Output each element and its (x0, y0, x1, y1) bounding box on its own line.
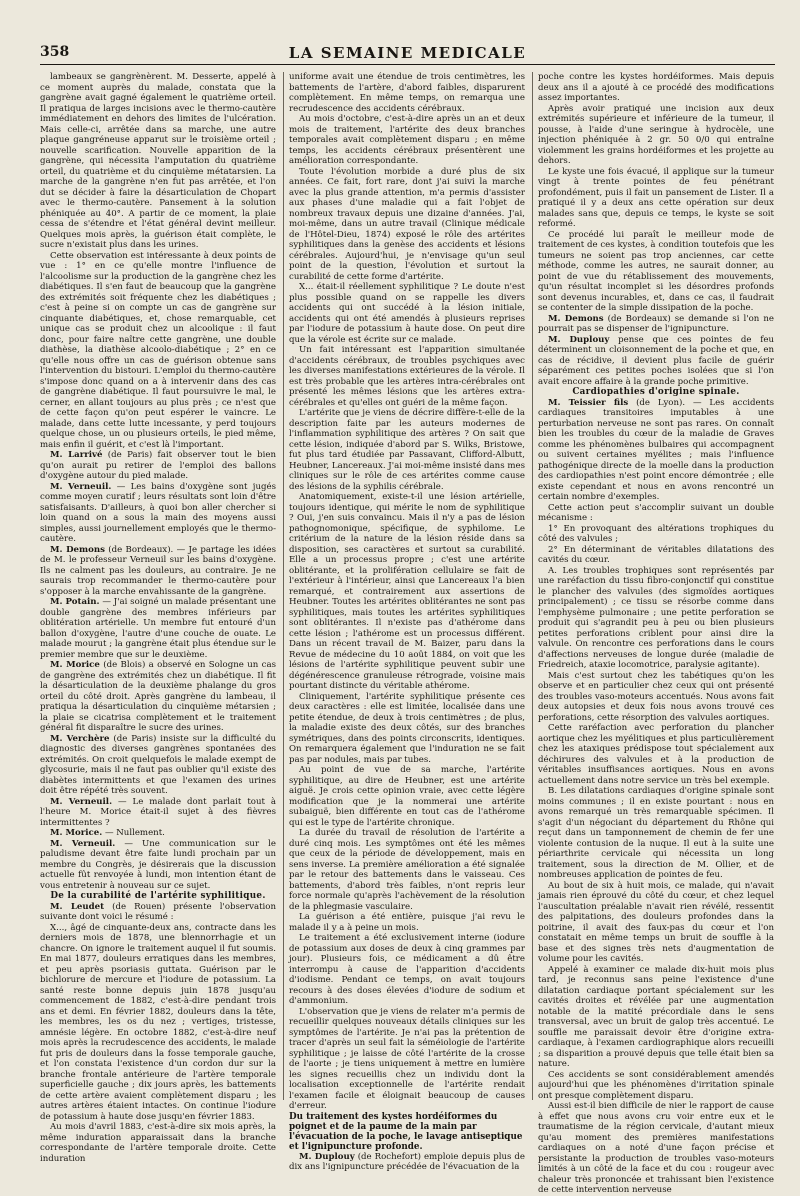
paragraph (289, 408, 525, 492)
speaker-name: M. Demons (548, 313, 604, 324)
paragraph (538, 335, 774, 388)
paragraph (289, 692, 525, 766)
paragraph (289, 1152, 525, 1173)
column-left (40, 72, 277, 1164)
paragraph-text: (de Bordeaux). — Je partage les idées de M. le professeur Verneuil sur les bains d'oxygène. Ils ne calment pas les douleurs, au contraire. Je ne saurais trop recommander le thermo-cautère pour s'opposer à la marche envahissante de la gangrène. (40, 544, 276, 597)
paragraph-text: Appelé à examiner ce malade dix-huit mois plus tard, je reconnus sans peine l'existence d'une dilatation cardiaque portant spécialement sur les cavités droites et révélée par une augmentation notable de la matité précordiale dans le sens transversal, avec un bruit de galop très accentué. Le souffle me paraissait devoir être d'origine extra-cardiaque, à l'examen cardiographique alors recueilli ; sa disparition a prouvé depuis que telle était bien sa nature. (538, 964, 774, 1069)
paragraph (289, 167, 525, 283)
paragraph (40, 251, 276, 451)
paragraph (538, 786, 774, 881)
paragraph-text: — Nullement. (102, 828, 165, 838)
paragraph (40, 545, 276, 598)
paragraph (289, 114, 525, 167)
speaker-name: M. Verchère (50, 733, 110, 744)
paragraph (40, 482, 276, 545)
paragraph (40, 902, 276, 923)
section-heading (538, 387, 774, 398)
paragraph (538, 503, 774, 524)
paragraph (538, 314, 774, 335)
paragraph (538, 723, 774, 786)
paragraph-text: — Le malade dont parlait tout à l'heure M. Morice était-il sujet à des fièvres intermittentes ? (40, 796, 277, 828)
page-header (40, 42, 775, 65)
paragraph-text: X..., âgé de cinquante-deux ans, contracte dans les derniers mois de 1878, une blennorrhagie et un chancre. On ignore le traitement auquel il fut soumis. En mai 1877, douleurs erratiques dans les membres, et peu après psoriasis guttata. Guérison par le bichlorure de mercure et l'iodure de potassium. La santé reste bonne depuis juin 1878 jusqu'au commencement de 1882, c'est-à-dire pendant trois ans et demi. En février 1882, douleurs dans la tête, les membres, les os du nez ; vertiges, tristesse, amnésie légère. En octobre 1882, c'est-à-dire neuf mois après la recrudescence des accidents, le malade fut pris de douleurs dans la fosse temporale gauche, et l'on constata l'existence d'un cordon dur sur la branche frontale antérieure de l'artère temporale superficielle gauche ; dix jours après, les battements de cette artère avaient complètement disparu ; les autres artères étaient intactes. On continue l'iodure de potassium à haute dose jusqu'en février 1883. (40, 922, 276, 1122)
paragraph-text: Cette observation est intéressante à deux points de vue : 1° en ce qu'elle montre l'influence de l'alcoolisme sur la production de la gangrène chez les diabétiques. Il s'en faut de beaucoup que la gangrène des extrémités soit fréquente chez les diabétiques ; c'est à peine si on compte un cas de gangrène sur cinquante diabétiques, et, chose remarquable, cet unique cas se produit chez un alcoolique : il faut donc, pour faire naître cette gangrène, une double diathèse, la diathèse alcoolo-diabétique ; 2° en ce qu'elle nous offre un cas de guérison obtenue sans l'intervention du bistouri. L'emploi du thermo-cautère s'impose donc quand on a à intervenir dans des cas de gangrène diabétique. Il faut poursuivre le mal, le cerner, en allant toujours au plus près ; ce n'est que de cette façon qu'on peut espérer le vaincre. Le malade, dans cette lutte incessante, y perd toujours quelque chose, un ou plusieurs orteils, le pied même, mais enfin il guérit, et c'est là l'important. (40, 250, 276, 450)
speaker-name: M. Duplouy (548, 334, 610, 345)
article-columns (40, 72, 775, 1195)
paragraph-text: L'observation que je viens de relater m'a permis de recueillir quelques nouveaux détails cliniques sur les symptômes de l'artérite. Je n'ai pas la prétention de tracer d'après un seul fait la séméiologie de l'artérite syphilitique ; je laisse de côté l'artérite de la crosse de l'aorte ; je tiens uniquement à mettre en lumière les signes recueillis chez un individu dont la localisation exceptionnelle de l'artérite rendait l'examen facile et éloignait beaucoup de causes d'erreur. (289, 1006, 525, 1111)
paragraph (40, 660, 276, 734)
speaker-name: M. Duplouy (299, 1151, 355, 1162)
speaker-name: M. Demons (50, 544, 105, 555)
paragraph (289, 933, 525, 1007)
paragraph-text: La durée du travail de résolution de l'artérite a duré cinq mois. Les symptômes ont été les mêmes que ceux de la période de développement, mais en sens inverse. La première amélioration a été signalée par le retour des battements dans le vaisseau. Ces battements, d'abord très faibles, n'ont repris leur force normale qu'après l'achèvement de la résolution de la phlegmasie vasculaire. (289, 828, 525, 912)
speaker-name: M. Verneuil. (50, 838, 116, 849)
speaker-name: M. Verneuil. (50, 481, 112, 492)
paragraph (40, 597, 276, 660)
paragraph-text: Anatomiquement, existe-t-il une lésion artérielle, toujours identique, qui mérite le nom de syphilitique ? Oui, j'en suis convaincu. Mais il n'y a pas de lésion pathognomonique, spécifique, de syphilome. Le critérium de la nature de la lésion réside dans sa disposition, ses caractères et surtout sa curabilité. Elle a un processus propre ; c'est une artérite oblitérante, et la prolifération cellulaire se fait de l'extérieur à l'intérieur, ainsi que Lancereaux l'a bien remarqué, et contrairement aux assertions de Heubner. Toutes les artérites oblitérantes ne sont pas syphilitiques, mais toutes les artérites syphilitiques sont oblitérantes. Il n'existe pas d'athérome dans cette lésion ; l'athérome est un processus différent. Dans un récent travail de M. Baizer, paru dans la Revue de médecine du 10 août 1884, on voit que les lésions de l'artérite syphilitique peuvent subir une dégénérescence granuleuse rétrograde, voisine mais pourtant distincte du véritable athérome. (289, 492, 525, 691)
paragraph (40, 797, 276, 829)
paragraph-text: Après avoir pratiqué une incision aux deux extrémités supérieure et inférieure de la tumeur, il pousse, à l'aide d'une seringue à hydrocèle, une injection phéniquée à 2 gr. 50 0/0 qui entraîne violemment les grains hordéiformes et les projette au dehors. (538, 103, 774, 166)
paragraph (538, 524, 774, 545)
paragraph-text: Cardiopathies d'origine spinale. (572, 387, 740, 397)
paragraph-text: poche contre les kystes hordéiformes. Mais depuis deux ans il a ajouté à ce procédé des modifications assez importantes. (538, 72, 774, 103)
paragraph-text: uniforme avait une étendue de trois centimètres, les battements de l'artère, d'abord faibles, disparurent complètement. En même temps, on remarqua une recrudescence des accidents cérébraux. (289, 72, 525, 114)
paragraph-text: (de Paris) insiste sur la difficulté du diagnostic des diverses gangrènes spontanées des extrémités. On croit quelquefois le malade exempt de glycosurie, mais il ne faut pas oublier qu'il existe des diabètes intermittents et que l'examen des urines doit être répété très souvent. (40, 733, 276, 796)
paragraph (40, 923, 276, 1123)
paragraph (289, 765, 525, 828)
section-heading (289, 1112, 525, 1152)
column-right (538, 72, 774, 1195)
speaker-name: M. Morice. (50, 828, 103, 838)
paragraph (289, 1007, 525, 1112)
paragraph (40, 734, 276, 797)
paragraph (289, 72, 525, 114)
paragraph-text: Cette action peut s'accomplir suivant un double mécanisme : (538, 502, 774, 523)
paragraph-text: L'artérite que je viens de décrire diffère-t-elle de la description faite par les auteurs modernes de l'inflammation syphilitique des artères ? On sait que cette lésion, indiquée d'abord par S. Wilks, Bristowe, fut plus tard étudiée par Passavant, Clifford-Albutt, Heubner, Lancereaux. J'ai moi-même insisté dans mes cliniques sur le rôle de ces artérites comme cause des lésions de la syphilis cérébrale. (289, 408, 525, 492)
paragraph-text: lambeaux se gangrènèrent. M. Desserte, appelé à ce moment auprès du malade, constata que la gangrène avait gagné également le quatrième orteil. Il pratiqua de larges incisions avec le thermo-cautère immédiatement en dehors des limites de l'ulcération. Mais celle-ci, arrêtée dans sa marche, une autre plaque gangréneuse apparut sur le troisième orteil ; nouvelle scarification. Nouvelle apparition de la gangrène, qui nécessita l'amputation du quatrième orteil, du quatrième et du cinquième métatarsien. La marche de la gangrène n'en fut pas arrêtée, et l'on dut se décider à faire la désarticulation de Chopart avec le thermo-cautère. Pansement à la solution phéniquée au 40°. A partir de ce moment, la plaie cessa de s'étendre et l'état général devint meilleur. Quelques mois après, la guérison était complète, le sucre n'existait plus dans les urines. (40, 72, 276, 250)
paragraph-text: Le kyste une fois évacué, il applique sur la tumeur vingt à trente pointes de feu pénétrant profondément, puis il fait un pansement de Lister. Il a pratiqué il y a deux ans cette opération sur deux malades sans que, depuis ce temps, le kyste se soit reformé. (538, 166, 774, 229)
paragraph-text: De la curabilité de l'artérite syphilitique. (50, 891, 266, 901)
column-middle (289, 72, 525, 1172)
paragraph-text: X... était-il réellement syphilitique ? Le doute n'est plus possible quand on se rappelle les divers accidents qui ont succédé à la lésion initiale, accidents qui ont été amendés à plusieurs reprises par l'iodure de potassium à haute dose. On peut dire que la vérole est écrite sur ce malade. (289, 282, 525, 345)
speaker-name: M. Larrivé (50, 450, 103, 460)
paragraph-text: 1° En provoquant des altérations trophiques du côté des valvules ; (538, 523, 774, 544)
paragraph-text: (de Rouen) présente l'observation suivante dont voici le résumé : (40, 901, 276, 922)
paragraph-text: Mais c'est surtout chez les tabétiques qu'on les observe et en particulier chez ceux qui ont présenté des troubles vaso-moteurs accentués. Nous avons fait deux autopsies et deux fois nous avons trouvé ces perforations, cette résorption des valvules aortiques. (538, 670, 774, 723)
paragraph (40, 72, 276, 251)
section-heading (40, 891, 276, 902)
paragraph (40, 450, 276, 482)
speaker-name: M. Verneuil. (50, 796, 113, 807)
paragraph (538, 965, 774, 1070)
paragraph-text: Le traitement a été exclusivement interne (iodure de potassium aux doses de deux à cinq grammes par jour). Plusieurs fois, ce médicament a dû être interrompu à cause de l'apparition d'accidents d'iodisme. Pendant ce temps, on avait toujours recours à des doses élevées d'iodure de sodium et d'ammonium. (289, 933, 525, 1006)
paragraph-text: — J'ai soigné un malade présentant une double gangrène des membres inférieurs par oblitération artérielle. Un membre fut entouré d'un ballon d'oxygène, l'autre d'une couche de ouate. Le malade mourut ; la gangrène était plus étendue sur le premier membre que sur le deuxième. (40, 597, 276, 660)
paragraph-text: La guérison a été entière, puisque j'ai revu le malade il y a à peine un mois. (289, 912, 525, 933)
paragraph-text: Un fait intéressant est l'apparition simultanée d'accidents cérébraux, de troubles psychiques avec les diverses manifestations extérieures de la vérole. Il est très probable que les artères intra-cérébrales ont présenté les mêmes lésions que les artères extra-cérébrales et qu'elles ont guéri de la même façon. (289, 345, 525, 408)
speaker-name: M. Leudet (50, 901, 105, 912)
column-divider (283, 72, 284, 1100)
paragraph (538, 72, 774, 104)
paragraph-text: Au mois d'octobre, c'est-à-dire après un an et deux mois de traitement, l'artérite des deux branches temporales avait complètement disparu ; en même temps, les accidents cérébraux présentèrent une amélioration correspondante. (289, 114, 525, 166)
paragraph-text: Aussi est-il bien difficile de nier le rapport de cause à effet que nous avons cru voir entre eux et le traumatisme de la région cervicale, d'autant mieux qu'au moment des premières manifestations cardiaques on a noté d'une façon précise et persistante la production de troubles vaso-moteurs limités à un côté de la face et du cou : rougeur avec chaleur très prononcée et trahissant bien l'existence de cette intervention nerveuse (538, 1101, 774, 1195)
paragraph-text: Cette raréfaction avec perforation du plancher aortique chez les myélitiques et plus particulièrement chez les ataxiques prédispose tout spécialement aux déchirures des valvules et à la production de véritables insuffisances aortiques. Nous en avons actuellement dans notre service un très bel exemple. (538, 723, 774, 786)
paragraph (538, 881, 774, 965)
paragraph (538, 167, 774, 230)
paragraph-text: Au point de vue de sa marche, l'artérite syphilitique, au dire de Heubner, est une artérite aiguë. Je crois cette opinion vraie, avec cette légère modification que je la nommerai une artérite subaiguë, bien différente en tout cas de l'athérome qui est le type de l'artérite chronique. (289, 765, 525, 828)
speaker-name: M. Morice (50, 660, 100, 670)
paragraph (538, 566, 774, 671)
paragraph (40, 839, 276, 892)
paragraph (538, 1070, 774, 1102)
paragraph-text: (de Rochefort) emploie depuis plus de dix ans l'ignipuncture précédée de l'évacuation de la (289, 1151, 525, 1172)
paragraph (40, 1122, 276, 1164)
paragraph-text: (de Blois) a observé en Sologne un cas de gangrène des extrémités chez un diabétique. Il fit la désarticulation de la deuxième phalange du gros orteil du côté droit. Après gangrène du lambeau, il pratiqua la désarticulation du cinquième métarsien ; la plaie se cicatrisa complètement et le traitement général fit disparaître le sucre des urines. (40, 660, 276, 733)
speaker-name: M. Potain. (50, 597, 100, 607)
paragraph (289, 492, 525, 692)
paragraph-text: pense que ces pointes de feu déterminent un cloisonnement de la poche et que, en cas de récidive, il devient plus facile de guérir séparément ces petites poches isolées que si l'on avait encore affaire à la grande poche primitive. (538, 334, 774, 387)
page-number: 358 (40, 44, 70, 60)
journal-title: LA SEMAINE MEDICALE (288, 44, 527, 62)
paragraph-text: (de Paris) fait observer tout le bien qu'on aurait pu retirer de l'emploi des ballons d'oxygène autour du pied malade. (40, 450, 276, 481)
paragraph-text: — Une communication sur le paludisme devant être faite lundi prochain par un membre du Congrès, je désirerais que la discussion actuelle fût renvoyée à lundi, mon intention étant de vous entretenir à nouveau sur ce sujet. (40, 838, 277, 891)
paragraph-text: Cliniquement, l'artérite syphilitique présente ces deux caractères : elle est limitée, localisée dans une petite étendue, de deux à trois centimètres ; de plus, la maladie existe des deux côtés, sur des branches symétriques, dans des points circonscrits, identiques. On remarquera également que l'induration ne se fait pas par nodules, mais par tubes. (289, 691, 525, 765)
paragraph (538, 398, 774, 503)
paragraph-text: (de Lyon). — Les accidents cardiaques transitoires imputables à une perturbation nerveuse ne sont pas rares. On connaît bien les troubles du cœur de la maladie de Graves comme les phénomènes bulbaires qui accompagnent ou suivent certaines myélites ; mais l'influence pathogénique directe de la moelle dans la production des cardiopathies n'est point encore démontrée ; elle existe cependant et nous en avons rencontré un certain nombre d'exemples. (538, 397, 774, 502)
paragraph-text: Toute l'évolution morbide a duré plus de six années. Ce fait, fort rare, dont j'ai suivi la marche avec la plus grande attention, m'a permis d'assister aux phases d'une maladie qui a fait l'objet de nombreux travaux depuis une dizaine d'années. J'ai, moi-même, dans un autre travail (Clinique médicale de l'Hôtel-Dieu, 1874) exposé le rôle des artérites syphilitiques dans la genèse des accidents et lésions cérébrales. Aujourd'hui, je n'envisage qu'un seul point de la question, l'évolution et surtout la curabilité de cette forme d'artérite. (289, 166, 525, 282)
paragraph (289, 345, 525, 408)
paragraph-text: (de Bordeaux) se demande si l'on ne pourrait pas se dispenser de l'ignipuncture. (538, 313, 774, 334)
paragraph-text: Du traitement des kystes hordéiformes du poignet et de la paume de la main par l'évacuation de la poche, le lavage antiseptique et l'ignipuncture profonde. (289, 1111, 523, 1152)
paragraph (538, 545, 774, 566)
paragraph (538, 671, 774, 724)
paragraph-text: B. Les dilatations cardiaques d'origine spinale sont moins communes ; il en existe pourtant : nous en avons remarqué un très remarquable spécimen. Il s'agit d'un négociant du département du Rhône qui reçut dans un tamponnement de chemin de fer une violente contusion de la nuque. Il eut à la suite une périarthrite cervicale qui nécessita un long traitement, sous la direction de M. Ollier, et de nombreuses application de pointes de feu. (538, 786, 774, 880)
paragraph (289, 828, 525, 912)
speaker-name: M. Teissier fils (548, 397, 629, 408)
paragraph-text: Au mois d'avril 1883, c'est-à-dire six mois après, la même induration apparaissait dans la branche correspondante de l'artère temporale droite. Cette induration (40, 1122, 276, 1164)
paragraph (289, 912, 525, 933)
paragraph-text: — Les bains d'oxygène sont jugés comme moyen curatif ; leurs résultats sont loin d'être satisfaisants. D'ailleurs, à quoi bon aller chercher si loin quand on a sous la main des moyens aussi simples, aussi journellement employés que le thermo-cautère. (40, 481, 276, 544)
paragraph (289, 282, 525, 345)
column-divider (532, 72, 533, 1100)
paragraph (538, 230, 774, 314)
paragraph-text: Ces accidents se sont considérablement amendés aujourd'hui que les phénomènes d'irritation spinale ont presque complètement disparu. (538, 1069, 774, 1101)
paragraph (40, 828, 276, 839)
paragraph (538, 1101, 774, 1196)
paragraph-text: Ce procédé lui paraît le meilleur mode de traitement de ces kystes, à condition toutefois que les tumeurs ne soient pas trop anciennes, car cette méthode, comme les autres, ne saurait donner, au point de vue du rétablissement des mouvements, qu'un résultat incomplet si les désordres profonds sont devenus incurables, et, dans ce cas, il faudrait se contenter de la simple dissipation de la poche. (538, 229, 774, 313)
paragraph-text: A. Les troubles trophiques sont représentés par une raréfaction du tissu fibro-conjonctif qui constitue le plancher des valvules (des sigmoïdes aortiques principalement) ; ce tissu se résorbe comme dans l'emphysème pulmonaire ; une petite perforation se produit qui s'agrandit peu à peu ou bien plusieurs petites perforations criblent pour ainsi dire la valvule. On rencontre ces perforations dans le cours d'affections nerveuses de longue durée (maladie de Friedreich, ataxie locomotrice, paralysie agitante). (538, 565, 774, 670)
paragraph (538, 104, 774, 167)
paragraph-text: Au bout de six à huit mois, ce malade, qui n'avait jamais rien éprouvé du côté du cœur, et chez lequel l'auscultation préalable n'avait rien révélé, ressentit des palpitations, des douleurs profondes dans la poitrine, il avait des faux-pas du cœur et l'on constatait en même temps un bruit de souffle à la base et des signes très nets d'augmentation de volume pour les cavités. (538, 880, 774, 964)
paragraph-text: 2° En déterminant de véritables dilatations des cavités du cœur. (538, 544, 774, 565)
